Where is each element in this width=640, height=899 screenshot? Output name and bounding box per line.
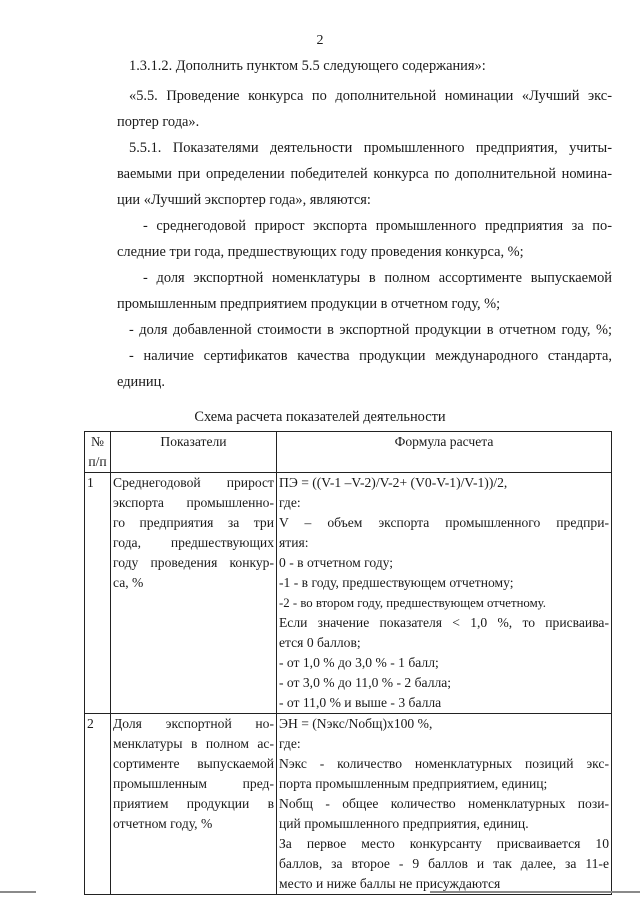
row-1-formula-line: Если значение показателя < 1,0 %, то присваива- (279, 615, 609, 630)
row-1-formula-line: ятия: (279, 535, 309, 550)
row-1-indicator-line: экспорта промышленно- (113, 495, 274, 510)
row-2-formula-line: место и ниже баллы не присуждаются (279, 876, 501, 891)
row-1-indicator-line: са, % (113, 575, 144, 590)
point-5-5-line-2: портер года». (117, 114, 200, 130)
table-row (85, 473, 612, 714)
bullet-4-line-2: единиц. (117, 374, 165, 390)
bullet-4-line-1: - наличие сертификатов качества продукции международного стандарта, (129, 348, 612, 364)
row-1-formula-line: -2 - во втором году, предшествующем отчетному. (279, 596, 546, 610)
row-1-formula (277, 473, 612, 714)
row-1-formula-line: - от 3,0 % до 11,0 % - 2 балла; (279, 675, 452, 690)
header-num: № п/п (85, 432, 111, 473)
bullet-3-line-1: - доля добавленной стоимости в экспортной продукции в отчетном году, %; (129, 322, 612, 338)
row-1-indicator (111, 473, 277, 714)
header-formula: Формула расчета (277, 432, 612, 473)
header-indicator: Показатели (111, 432, 277, 473)
page-number: 2 (316, 33, 324, 48)
table-header-row (85, 432, 612, 473)
row-2-num: 2 (85, 714, 111, 895)
row-2-formula-line: баллов, за второе - 9 баллов и так далее, за 11-е (279, 856, 609, 871)
row-1-formula-line: - от 11,0 % и выше - 3 балла (279, 695, 442, 710)
scan-edge-mark (0, 891, 36, 893)
row-1-formula-line: -1 - в году, предшествующем отчетному; (279, 575, 514, 590)
row-2-indicator-line: приятием продукции в (113, 796, 274, 811)
row-2-formula-line: За первое место конкурсанту присваивается 10 (279, 836, 609, 851)
row-1-formula-line: 0 - в отчетном году; (279, 555, 394, 570)
bullet-2-line-1: - доля экспортной номенклатуры в полном ассортименте выпускаемой (143, 270, 612, 286)
row-1-formula-line: - от 1,0 % до 3,0 % - 1 балл; (279, 655, 439, 670)
row-2-formula-line: ЭН = (Nэкс/Nобщ)x100 %, (279, 716, 433, 731)
point-5-5-line-1: «5.5. Проведение конкурса по дополнительной номинации «Лучший экс- (129, 88, 612, 104)
point-5-5-1-line-3: ции «Лучший экспортер года», являются: (117, 192, 371, 208)
row-2-indicator-line: Доля экспортной но- (113, 716, 274, 731)
calculation-scheme-table (84, 431, 612, 895)
row-2-formula-line: порта промышленным предприятием, единиц; (279, 776, 548, 791)
row-1-indicator-line: Среднегодовой прирост (113, 475, 274, 490)
row-1-indicator-line: года, предшествующих (113, 535, 274, 550)
row-1-formula-line: ется 0 баллов; (279, 635, 361, 650)
bullet-2-line-2: промышленным предприятием продукции в отчетном году, %; (117, 296, 501, 312)
intro-paragraph: 1.3.1.2. Дополнить пунктом 5.5 следующего содержания»: (129, 58, 486, 74)
row-2-indicator-line: менклатуры в полном ас- (113, 736, 274, 751)
row-2-formula-line: где: (279, 736, 301, 751)
row-2-indicator-line: сортименте выпускаемой (113, 756, 274, 771)
row-2-formula (277, 714, 612, 895)
table-title: Схема расчета показателей деятельности (194, 409, 446, 425)
row-2-formula-line: Nобщ - общее количество номенклатурных пози- (279, 796, 609, 811)
row-2-indicator-line: промышленным пред- (113, 776, 274, 791)
row-1-indicator-line: году проведения конкур- (113, 555, 274, 570)
row-1-formula-line: где: (279, 495, 301, 510)
row-2-indicator-line: отчетном году, % (113, 816, 213, 831)
row-1-formula-line: ПЭ = ((V-1 –V-2)/V-2+ (V0-V-1)/V-1))/2, (279, 475, 508, 490)
row-2-formula-line: Nэкс - количество номенклатурных позиций экс- (279, 756, 609, 771)
row-1-indicator-line: го предприятия за три (113, 515, 274, 530)
row-1-formula-line: V – объем экспорта промышленного предпри- (279, 515, 609, 530)
row-2-formula-line: ций промышленного предприятия, единиц. (279, 816, 529, 831)
row-1-num: 1 (85, 473, 111, 714)
table-row (85, 714, 612, 895)
point-5-5-1-line-2: ваемыми при определении победителей конкурса по дополнительной номина- (117, 166, 612, 182)
bullet-1-line-2: следние три года, предшествующих году проведения конкурса, %; (117, 244, 524, 260)
scan-edge-mark (430, 891, 640, 893)
point-5-5-1-line-1: 5.5.1. Показателями деятельности промышленного предприятия, учиты- (129, 140, 612, 156)
bullet-1-line-1: - среднегодовой прирост экспорта промышленного предприятия за по- (143, 218, 612, 234)
row-2-indicator (111, 714, 277, 895)
